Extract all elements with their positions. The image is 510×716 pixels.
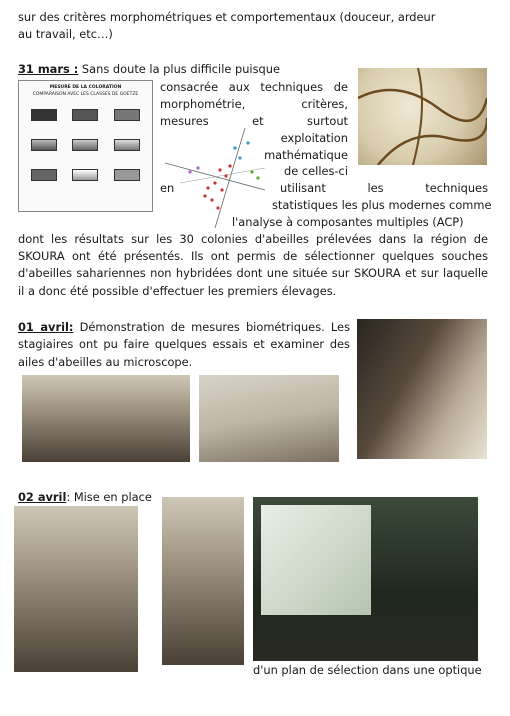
colour-swatch [31, 109, 57, 121]
figure-title: MESURE DE LA COLORATION [49, 85, 122, 90]
march31-line-1 [18, 62, 280, 76]
word: critères, [301, 97, 348, 111]
word: surtout [307, 114, 349, 128]
april2-line-2: d'un plan de sélection dans une optique [253, 663, 482, 677]
colour-swatch [72, 109, 98, 121]
intro-line-2: au travail, etc…) [18, 27, 113, 41]
colour-swatch [72, 139, 98, 151]
colour-swatch [114, 139, 140, 151]
word: les [367, 181, 384, 195]
colour-swatch [72, 169, 98, 181]
march31-line-13: d'abeilles sahariennes non hybridées dont une située sur SKOURA et sur laquelle [18, 266, 488, 280]
march31-line-3 [160, 97, 348, 111]
april1-line-2: stagiaires ont pu faire quelques essais et examiner des [18, 337, 350, 351]
march31-line-10: l'analyse à composantes multiples (ACP) [232, 215, 464, 229]
april1-line-1 [18, 320, 350, 334]
presenter-photo [162, 497, 244, 665]
april1-text-1: Démonstration de mesures biométriques. Les [79, 320, 350, 334]
bee-wing-photo [358, 68, 487, 165]
april1-line-3: ailes d'abeilles au microscope. [18, 355, 193, 369]
word: morphométrie, [160, 97, 246, 111]
group-measurement-photo [22, 375, 190, 462]
march31-line-4 [160, 114, 348, 128]
word: utilisant [280, 181, 326, 195]
march31-line-12: SKOURA ont été présentés. Ils ont permis de sélectionner quelques souches [18, 249, 488, 263]
april2-text-1: : Mise en place [66, 490, 152, 504]
march31-line-6: mathématique [264, 148, 348, 162]
march31-line-9: statistiques les plus modernes comme [272, 198, 492, 212]
colour-swatch [31, 139, 57, 151]
march31-line-11: dont les résultats sur les 30 colonies d'abeilles prélevées dans la région de [18, 232, 488, 246]
march31-line-2: consacrée aux techniques de [160, 80, 348, 94]
april1-date: 01 avril: [18, 320, 74, 334]
march31-line-8a: en [160, 181, 175, 195]
word: techniques [425, 181, 488, 195]
intro-line-1: sur des critères morphométriques et comportementaux (douceur, ardeur [18, 10, 436, 24]
march31-line-7: de celles-ci [284, 164, 348, 178]
projection-photo [253, 497, 478, 661]
march31-line-5: exploitation [280, 131, 348, 145]
march31-date: 31 mars : [18, 62, 79, 76]
colour-chart-figure [18, 80, 153, 212]
sample-table-photo [199, 375, 339, 462]
march31-line-8b [280, 181, 488, 195]
colour-swatch [114, 169, 140, 181]
april2-date: 02 avril [18, 490, 67, 504]
march31-text-1: Sans doute la plus difficile puisque [81, 62, 280, 76]
figure-subtitle: COMPARAISON AVEC LES CLASSES DE GOETZE [32, 92, 139, 97]
april2-line-1 [18, 490, 152, 504]
microscope-photo [357, 319, 487, 459]
march31-line-14: il a donc été possible d'effectuer les premiers élevages. [18, 284, 337, 298]
trainee-photo [14, 506, 138, 672]
colour-swatch [31, 169, 57, 181]
word: mesures et [160, 114, 264, 128]
colour-swatch [114, 109, 140, 121]
projection-screen [261, 505, 371, 615]
pca-plot-figure [160, 128, 270, 228]
